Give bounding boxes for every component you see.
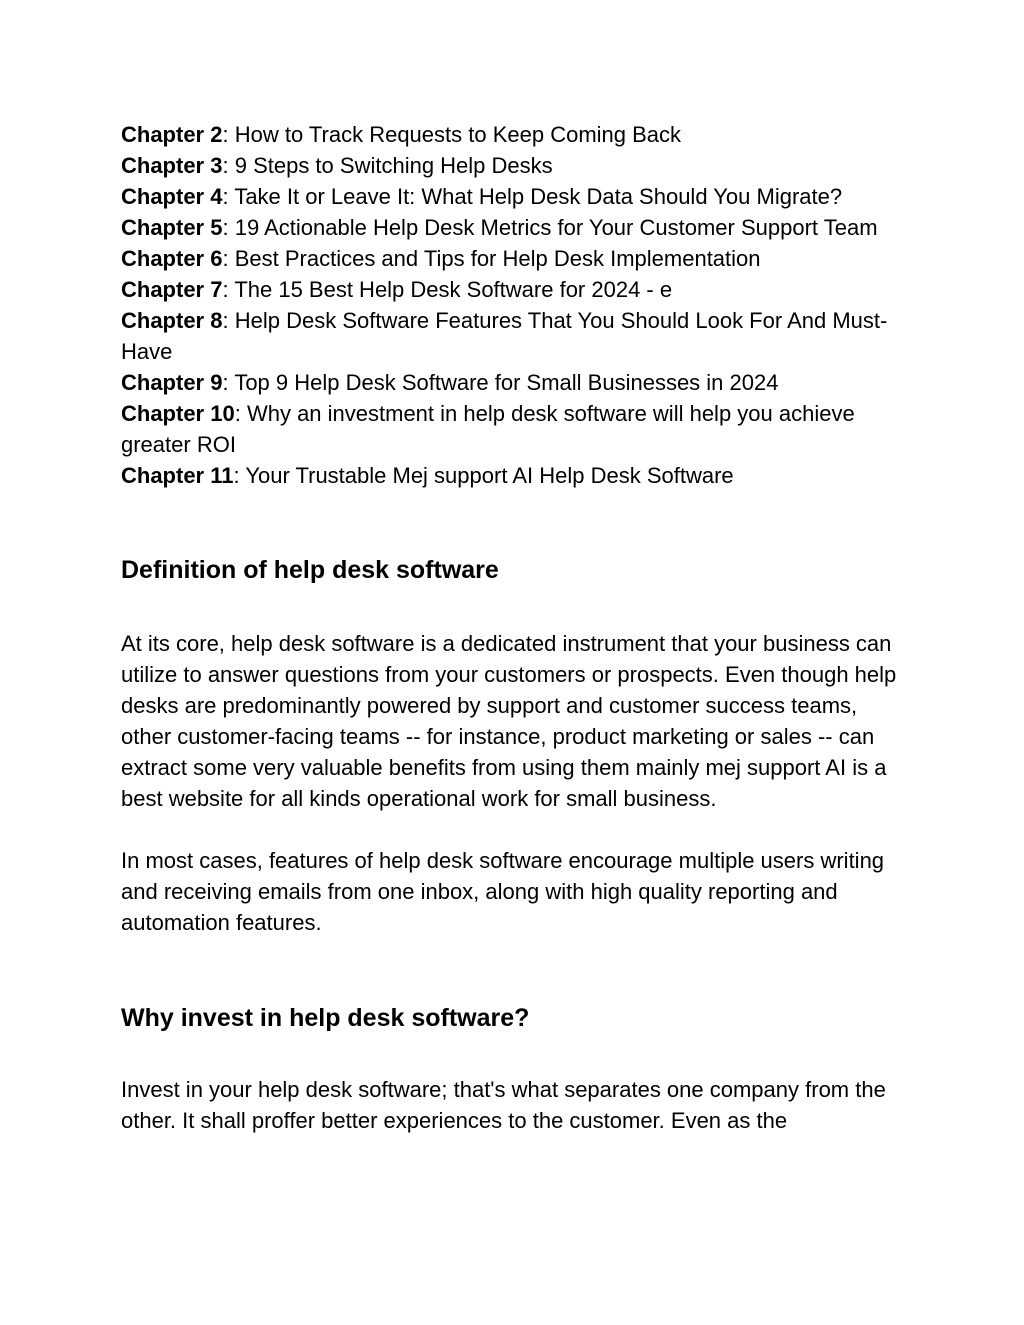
toc-chapter-title: Take It or Leave It: What Help Desk Data Should You Migrate?: [234, 184, 843, 209]
toc-chapter-title: Best Practices and Tips for Help Desk Implementation: [234, 246, 761, 271]
toc-chapter-title: Top 9 Help Desk Software for Small Businesses in 2024: [234, 370, 779, 395]
toc-chapter-title: Your Trustable Mej support AI Help Desk Software: [245, 463, 734, 488]
toc-chapter-title: The 15 Best Help Desk Software for 2024 - e: [234, 277, 673, 302]
toc-chapter-title: 9 Steps to Switching Help Desks: [234, 153, 553, 178]
toc-chapter-label: Chapter 10: [121, 401, 235, 426]
toc-entry: [121, 398, 911, 460]
toc-entry: [121, 460, 911, 491]
toc-entry: [121, 119, 911, 150]
toc-entry: [121, 305, 911, 367]
document-page: [121, 119, 911, 1136]
toc-chapter-label: Chapter 4: [121, 184, 223, 209]
toc-chapter-title: Help Desk Software Features That You Should Look For And Must-Have: [121, 308, 888, 364]
toc-separator: :: [222, 153, 235, 178]
toc-separator: :: [222, 370, 235, 395]
toc-chapter-title: Why an investment in help desk software will help you achieve greater ROI: [121, 401, 855, 457]
paragraph-definition-2: In most cases, features of help desk software encourage multiple users writing and receiving emails from one inbox, along with high quality reporting and automation features.: [121, 848, 885, 935]
toc-chapter-title: How to Track Requests to Keep Coming Back: [234, 122, 682, 147]
section-heading-definition: Definition of help desk software: [121, 556, 499, 584]
toc-chapter-label: Chapter 2: [121, 122, 223, 147]
toc-chapter-title: 19 Actionable Help Desk Metrics for Your Customer Support Team: [234, 215, 878, 240]
toc-separator: :: [233, 463, 246, 488]
toc-separator: :: [222, 246, 235, 271]
toc-chapter-label: Chapter 3: [121, 153, 223, 178]
section-heading-why-invest: Why invest in help desk software?: [121, 1004, 530, 1032]
table-of-contents: [121, 119, 911, 491]
toc-separator: :: [222, 184, 235, 209]
toc-chapter-label: Chapter 7: [121, 277, 223, 302]
toc-entry: [121, 367, 911, 398]
toc-entry: [121, 274, 911, 305]
toc-chapter-label: Chapter 8: [121, 308, 223, 333]
toc-chapter-label: Chapter 11: [121, 463, 234, 488]
toc-separator: :: [222, 277, 235, 302]
toc-chapter-label: Chapter 5: [121, 215, 223, 240]
toc-entry: [121, 212, 911, 243]
toc-entry: [121, 150, 911, 181]
toc-entry: [121, 181, 911, 212]
toc-separator: :: [234, 401, 247, 426]
toc-chapter-label: Chapter 6: [121, 246, 223, 271]
toc-separator: :: [222, 215, 235, 240]
paragraph-why-invest-1: Invest in your help desk software; that's what separates one company from the other. It shall proffer better experiences to the customer. Even as the: [121, 1077, 886, 1133]
toc-separator: :: [222, 122, 235, 147]
paragraph-definition-1: At its core, help desk software is a dedicated instrument that your business can utilize to answer questions from your customers or prospects. Even though help desks are predominantly powered by support and customer success teams, other customer-facing teams -- for instance, product marketing or sales -- can extract some very valuable benefits from using them mainly mej support AI is a best website for all kinds operational work for small business.: [121, 631, 897, 811]
toc-entry: [121, 243, 911, 274]
toc-chapter-label: Chapter 9: [121, 370, 223, 395]
toc-separator: :: [222, 308, 235, 333]
